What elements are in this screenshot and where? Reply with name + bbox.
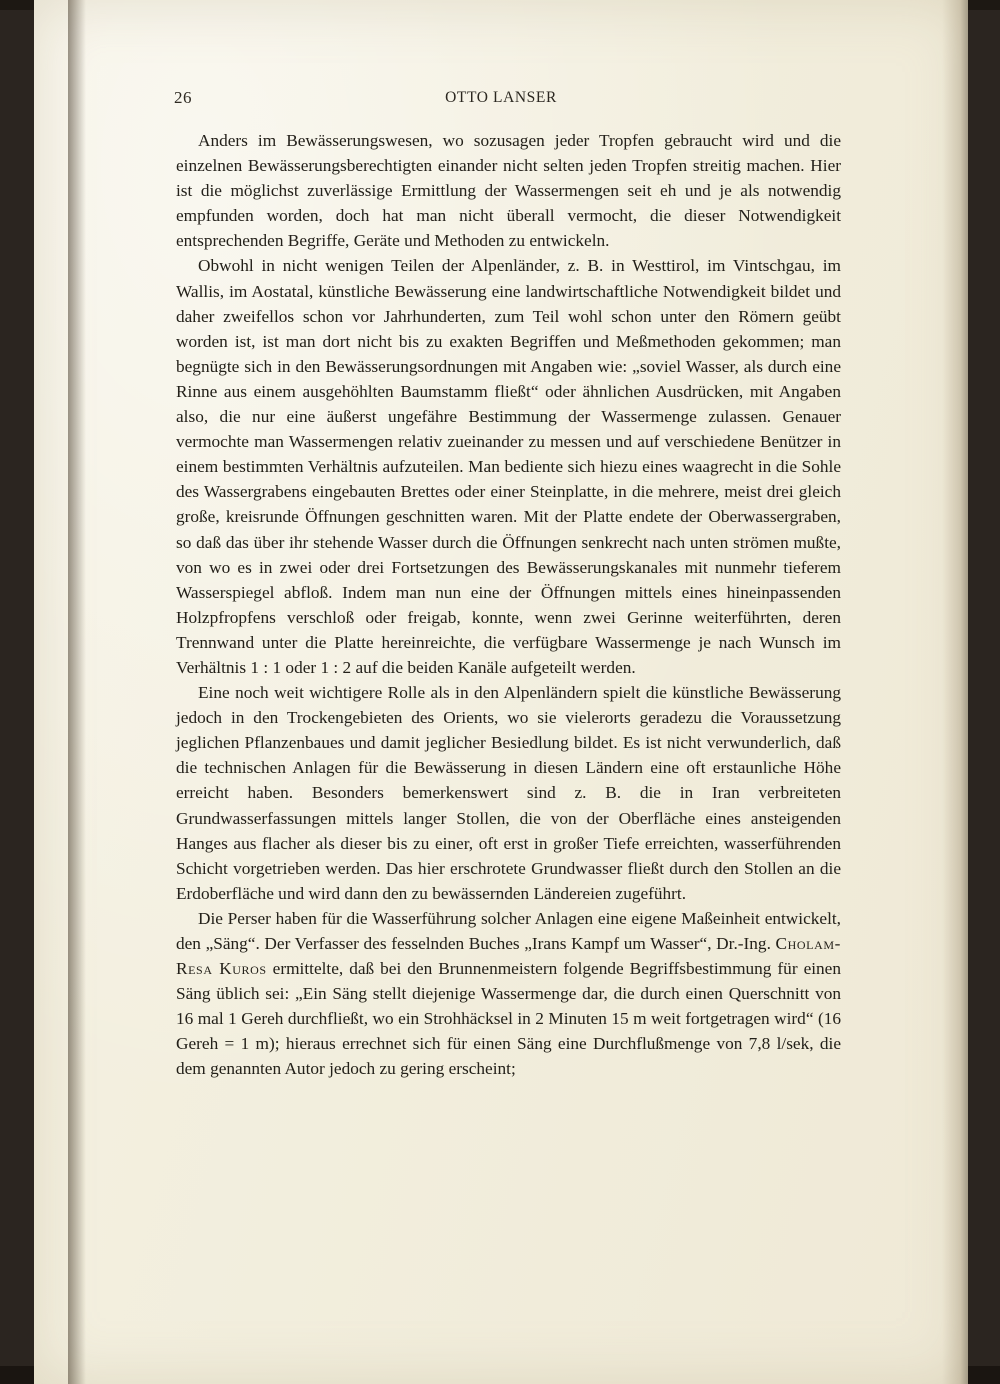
paragraph-2: Obwohl in nicht wenigen Teilen der Alpenländer, z. B. in Westtirol, im Vintschgau, im Wallis, im Aostatal, künstliche Bewässerung eine landwirtschaftliche Notwendigkeit bildet und daher zweifellos schon vor Jahrhunderten, zum Teil wohl schon unter den Römern geübt worden ist, ist man dort nicht bis zu exakten Begriffen und Meßmethoden gekommen; man begnügte sich in den Bewässerungsordnungen mit Angaben wie: „soviel Wasser, als durch eine Rinne aus einem ausgehöhlten Baumstamm fließt“ oder ähnlichen Ausdrücken, mit Angaben also, die nur eine äußerst ungefähre Bestimmung der Wassermenge zulassen. Genauer vermochte man Wassermengen relativ zueinander zu messen und auf verschiedene Benützer in einem bestimmten Verhältnis aufzuteilen. Man bediente sich hiezu eines waagrecht in die Sohle des Wassergrabens eingebauten Brettes oder einer Steinplatte, in die mehrere, meist drei gleich große, kreisrunde Öffnungen geschnitten waren. Mit der Platte endete der Oberwassergraben, so daß das über ihr stehende Wasser durch die Öffnungen senkrecht nach unten strömen mußte, von wo es in zwei oder drei Fortsetzungen des Bewässerungskanales mit nunmehr tieferem Wasserspiegel abfloß. Indem man nun eine der Öffnungen mittels eines hineinpassenden Holzpfropfens verschloß oder freigab, konnte, wenn zwei Gerinne weiterführten, deren Trennwand unter die Platte hereinreichte, die verfügbare Wassermenge je nach Wunsch im Verhältnis 1 : 1 oder 1 : 2 auf die beiden Kanäle aufgeteilt werden. [176,256,841,677]
page-header [34,88,968,110]
paragraph-4-part1: Die Perser haben für die Wasserführung solcher Anlagen eine eigene Maßeinheit entwickelt, den „Säng“. Der Verfasser des fesselnden Buches „Irans Kampf um Wasser“, Dr.-Ing. [176,908,841,953]
paragraph-4-part2: ermittelte, daß bei den Brunnenmeistern folgende Begriffsbestimmung für einen Säng üblich sei: „Ein Säng stellt diejenige Wassermenge dar, die durch einen Querschnitt von 16 mal 1 Gereh durchfließt, wo ein Strohhäcksel in 2 Minuten 15 m weit fortgetragen wird“ (16 Gereh = 1 m); hieraus errechnet sich für einen Säng eine Durchflußmenge von 7,8 l/sek, die dem genannten Autor jedoch zu gering erscheint; [176,959,841,1079]
book-page [34,0,968,1384]
page-content [34,0,968,1384]
running-head: OTTO LANSER [445,89,557,106]
body-text [176,128,841,1082]
author-name: Cholam-Resa Kuros [176,934,841,979]
page-number: 26 [174,88,192,107]
paragraph-4 [176,906,841,1082]
paragraph-3: Eine noch weit wichtigere Rolle als in den Alpenländern spielt die künstliche Bewässerung jedoch in den Trockengebieten des Orients, wo sie vielerorts geradezu die Voraussetzung jeglichen Pflanzenbaues und damit jeglicher Besiedlung bildet. Es ist nicht verwunderlich, daß die technischen Anlagen für die Bewässerung in diesen Ländern eine oft erstaunliche Höhe erreicht haben. Besonders bemerkenswert sind z. B. die in Iran verbreiteten Grundwasserfassungen mittels langer Stollen, die von der Oberfläche eines ansteigenden Hanges aus flacher als dieser bis zu einer, oft erst in großer Tiefe erreichten, wasserführenden Schicht vorgetrieben werden. Das hier erschrotete Grundwasser fließt durch den Stollen an die Erdoberfläche und wird dann den zu bewässernden Ländereien zugeführt. [176,683,841,903]
paragraph-1: Anders im Bewässerungswesen, wo sozusagen jeder Tropfen gebraucht wird und die einzelnen Bewässerungsberechtigten einander nicht selten jeden Tropfen streitig machen. Hier ist die möglichst zuverlässige Ermittlung der Wassermengen seit eh und je als notwendig empfunden worden, doch hat man nicht überall vermocht, die dieser Notwendigkeit entsprechenden Begriffe, Geräte und Methoden zu entwickeln. [176,131,841,251]
